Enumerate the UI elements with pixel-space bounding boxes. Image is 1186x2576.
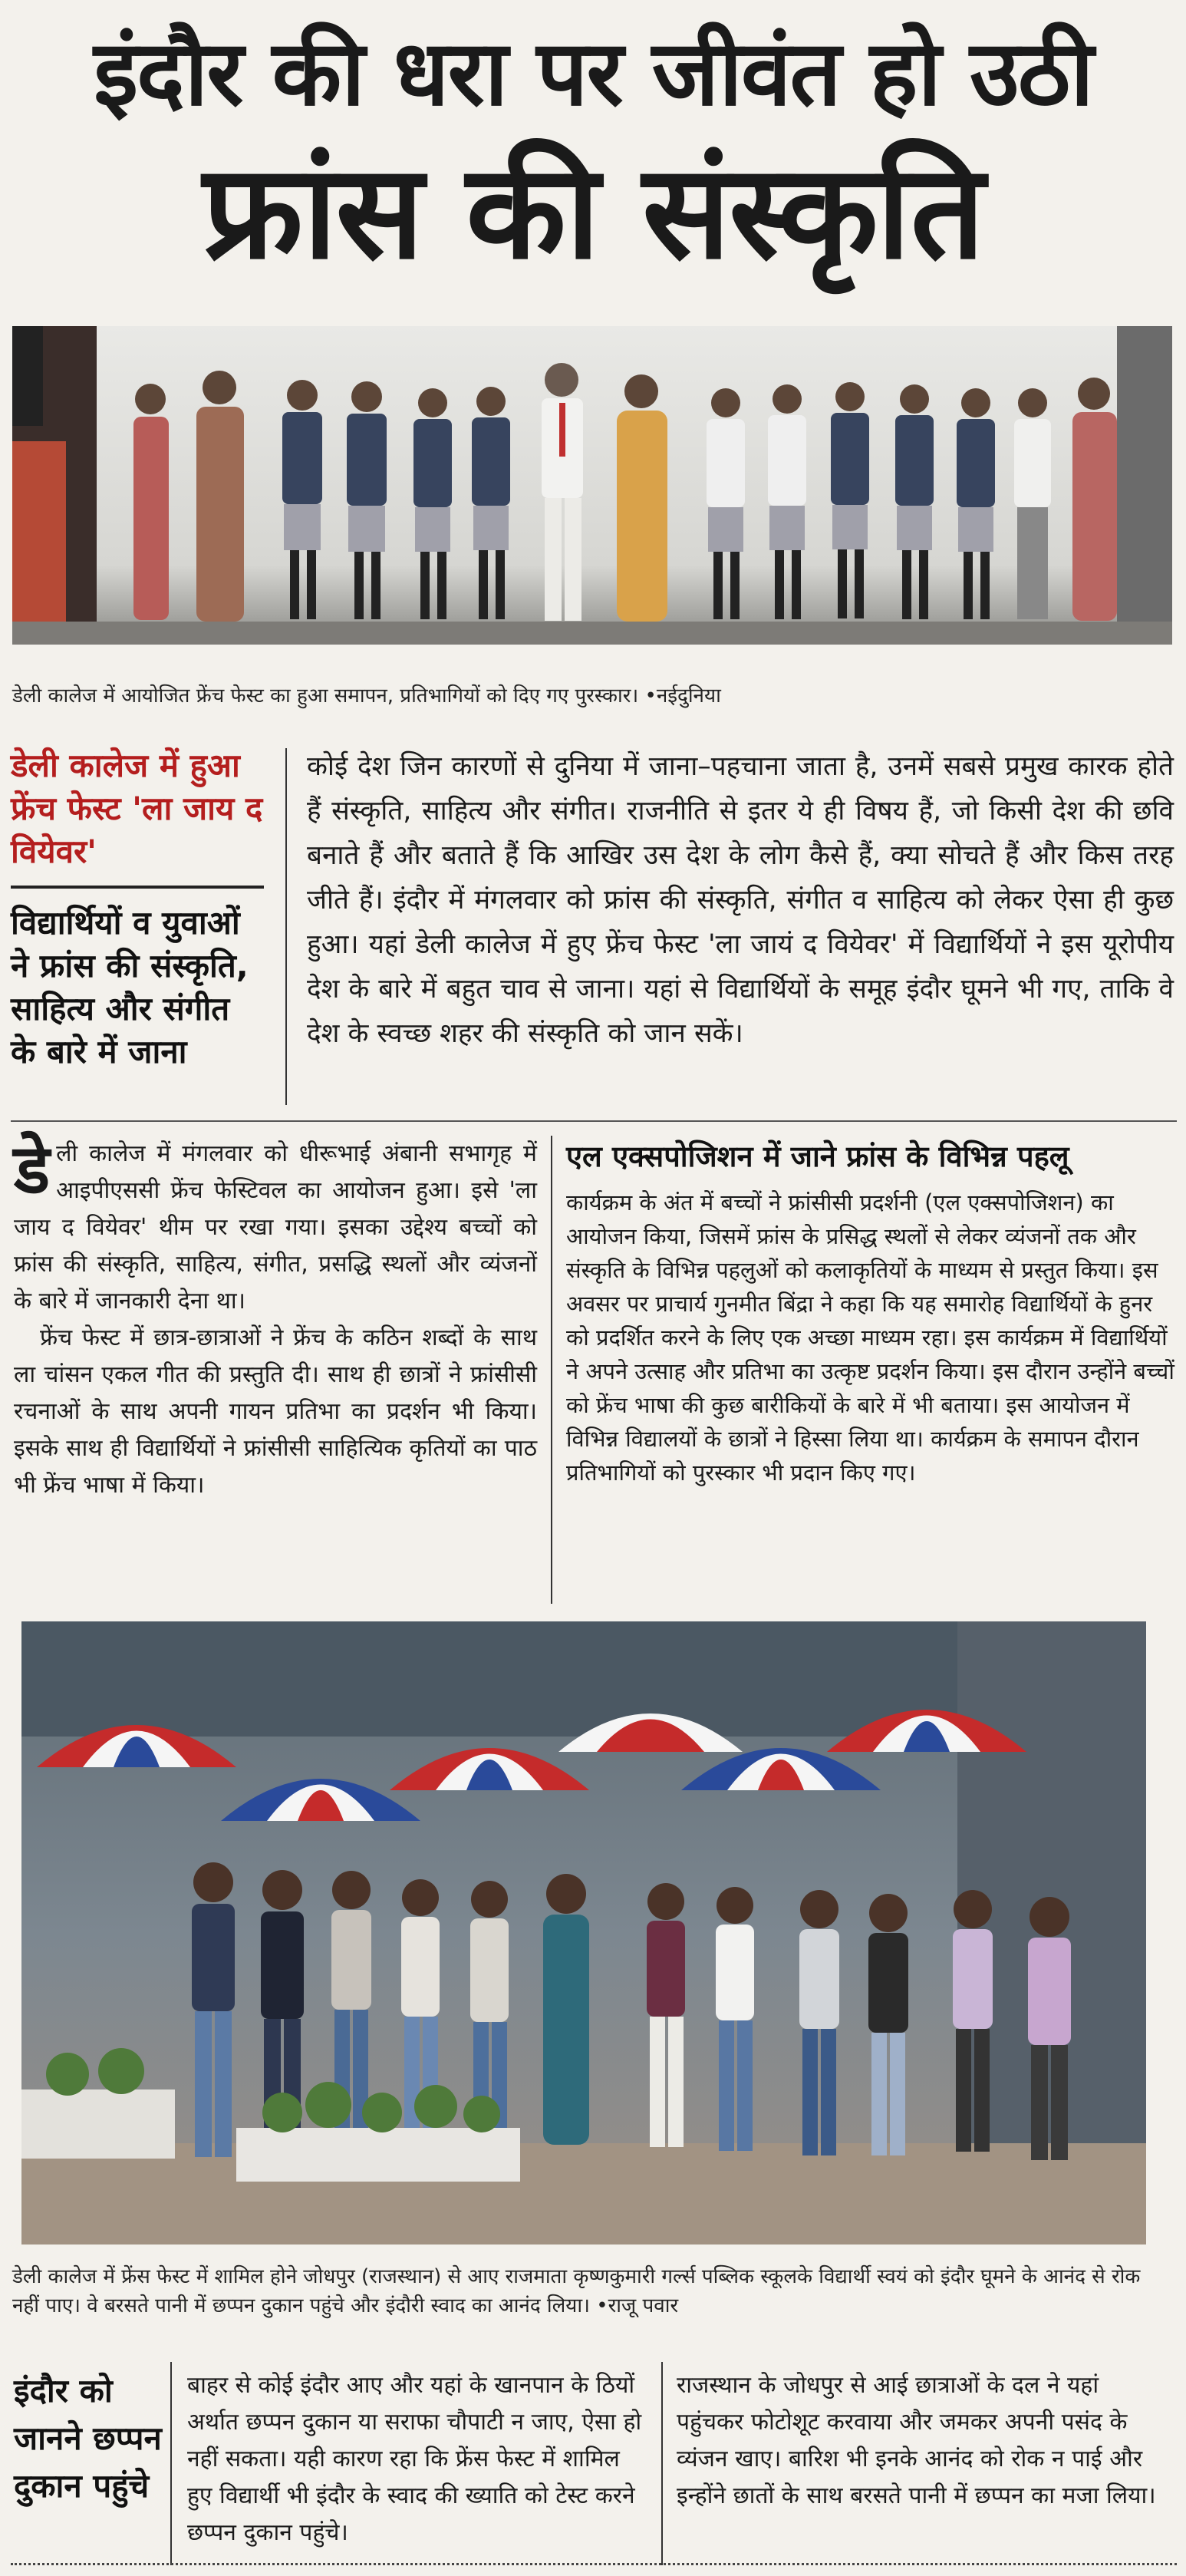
award-ceremony-photo-illustration	[12, 326, 1172, 645]
umbrella-group-photo	[21, 1621, 1146, 2245]
sidebar-red-deck: डेली कालेज में हुआ फ्रेंच फेस्ट 'ला जाय द वियेवर'	[11, 744, 264, 889]
headline-line-2: फ्रांस की संस्कृति	[203, 137, 983, 289]
headline-line-1: इंदौर की धरा पर जीवंत हो उठी	[94, 20, 1092, 126]
headline	[0, 15, 1186, 295]
bottom-column-2-text: राजस्थान के जोधपुर से आई छात्राओं के दल ने यहां पहुंचकर फोटोशूट करवाया और जमकर अपनी पसंद के व्यंजन खाए। बारिश भी इनके आनंद को रोक न पाई और इन्होंने छातों के साथ बरसते पानी में छप्पन का मजा लिया।	[677, 2372, 1156, 2509]
umbrella-photo-caption: डेली कालेज में फ्रेंस फेस्ट में शामिल होने जोधपुर (राजस्थान) से आए राजमाता कृष्णकुमारी गर्ल्स पब्लिक स्कूलके विद्यार्थी स्वयं को इंदौर घूमने के आनंद से रोक नहीं पाए। वे बरसते पानी में छप्पन दुकान पहुंचे और इंदौरी स्वाद का आनंद लिया। •राजू पवार	[12, 2265, 1141, 2317]
bottom-divider-2	[661, 2362, 663, 2565]
award-ceremony-photo	[12, 326, 1172, 645]
bottom-column-1	[187, 2367, 647, 2551]
left-column-para-1-text: ली कालेज में मंगलवार को धीरूभाई अंबानी सभागृह में आइपीएससी फ्रेंच फेस्टिवल का आयोजन हुआ। इसे 'ला जाय द वियेवर' थीम पर रखा गया। इसका उद्देश्य बच्चों को फ्रांस की संस्कृति, साहित्य, संगीत, प्रसद्धि स्थलों और व्यंजनों के बारे में जानकारी देना था।	[14, 1140, 537, 1314]
umbrella-group-photo-illustration	[21, 1621, 1146, 2245]
intro-paragraph: कोई देश जिन कारणों से दुनिया में जाना–पहचाना जाता है, उनमें सबसे प्रमुख कारक होते हैं संस्कृति, साहित्य और संगीत। राजनीति से इतर ये ही विषय हैं, जो किसी देश की छवि बनाते हैं और बताते हैं कि आखिर उस देश के लोग कैसे हैं, क्या सोचते हैं और किस तरह जीते हैं। इंदौर में मंगलवार को फ्रांस की संस्कृति, संगीत व साहित्य को लेकर ऐसा ही कुछ हुआ। यहां डेली कालेज में हुए फ्रेंच फेस्ट 'ला जायं द वियेवर' में विद्यार्थियों ने इस यूरोपीय देश के बारे में बहुत चाव से जाना। यहां से विद्यार्थियों के समूह इंदौर घूमने भी गए, ताकि वे देश के स्वच्छ शहर की संस्कृति को जान सकें।	[307, 751, 1174, 1049]
vertical-divider	[285, 748, 287, 1105]
left-column-para-1	[14, 1130, 537, 1320]
column-divider	[551, 1136, 552, 1604]
bottom-dotted-rule	[11, 2563, 1177, 2565]
left-column-para-2: फ्रेंच फेस्ट में छात्र-छात्राओं ने फ्रेंच के कठिन शब्दों के साथ ला चांसन एकल गीत की प्रस्तुति दी। साथ ही छात्रों ने फ्रांसीसी रचनाओं के साथ अपनी गायन प्रतिभा का प्रदर्शन भी किया। इसके साथ ही विद्यार्थियों ने फ्रांसीसी साहित्यिक कृतियों का पाठ भी फ्रेंच भाषा में किया।	[14, 1324, 537, 1499]
left-column	[14, 1130, 537, 1504]
right-column-text: कार्यक्रम के अंत में बच्चों ने फ्रांसीसी प्रदर्शनी (एल एक्सपोजिशन) का आयोजन किया, जिसमें फ्रांस के प्रसिद्ध स्थलों से लेकर व्यंजनों तक और संस्कृति के विभिन्न पहलुओं को कलाकृतियों के माध्यम से प्रस्तुत किया। इस अवसर पर प्राचार्य गुनमीत बिंद्रा ने कहा कि यह समारोह विद्यार्थियों के हुनर को प्रदर्शित करने के लिए एक अच्छा माध्यम रहा। इस कार्यक्रम में विद्यार्थियों ने अपने उत्साह और प्रतिभा का उत्कृष्ट प्रदर्शन किया। इस दौरान उन्होंने बच्चों को फ्रेंच भाषा की कुछ बारीकियों के बारे में भी बताया। इस आयोजन में विभिन्न विद्यालयों के छात्रों ने हिस्सा लिया था। कार्यक्रम के समापन दौरान प्रतिभागियों को पुरस्कार भी प्रदान किए गए।	[566, 1189, 1174, 1486]
dropcap: डे	[14, 1130, 51, 1209]
right-column-subhead: एल एक्सपोजिशन में जाने फ्रांस के विभिन्न पहलू	[566, 1140, 1069, 1173]
bottom-column-1-text: बाहर से कोई इंदौर आए और यहां के खानपान के ठियों अर्थात छप्पन दुकान या सराफा चौपाटी न जाए, ऐसा हो नहीं सकता। यही कारण रहा कि फ्रेंस फेस्ट में शामिल हुए विद्यार्थी भी इंदौर के स्वाद की ख्याति को टेस्ट करने छप्पन दुकान पहुंचे।	[187, 2372, 642, 2546]
award-photo-caption: डेली कालेज में आयोजित फ्रेंच फेस्ट का हुआ समापन, प्रतिभागियों को दिए गए पुरस्कार। •नईदुनिया	[12, 684, 721, 707]
right-column-body	[566, 1186, 1176, 1489]
sidebar-black-deck: विद्यार्थियों व युवाओं ने फ्रांस की संस्कृति, साहित्य और संगीत के बारे में जाना	[11, 904, 249, 1070]
bottom-column-2	[677, 2367, 1168, 2515]
bottom-divider-1	[170, 2362, 172, 2565]
section-divider	[11, 1120, 1177, 1122]
bottom-heading: इंदौर को जानने छप्पन दुकान पहुंचे	[14, 2372, 162, 2505]
